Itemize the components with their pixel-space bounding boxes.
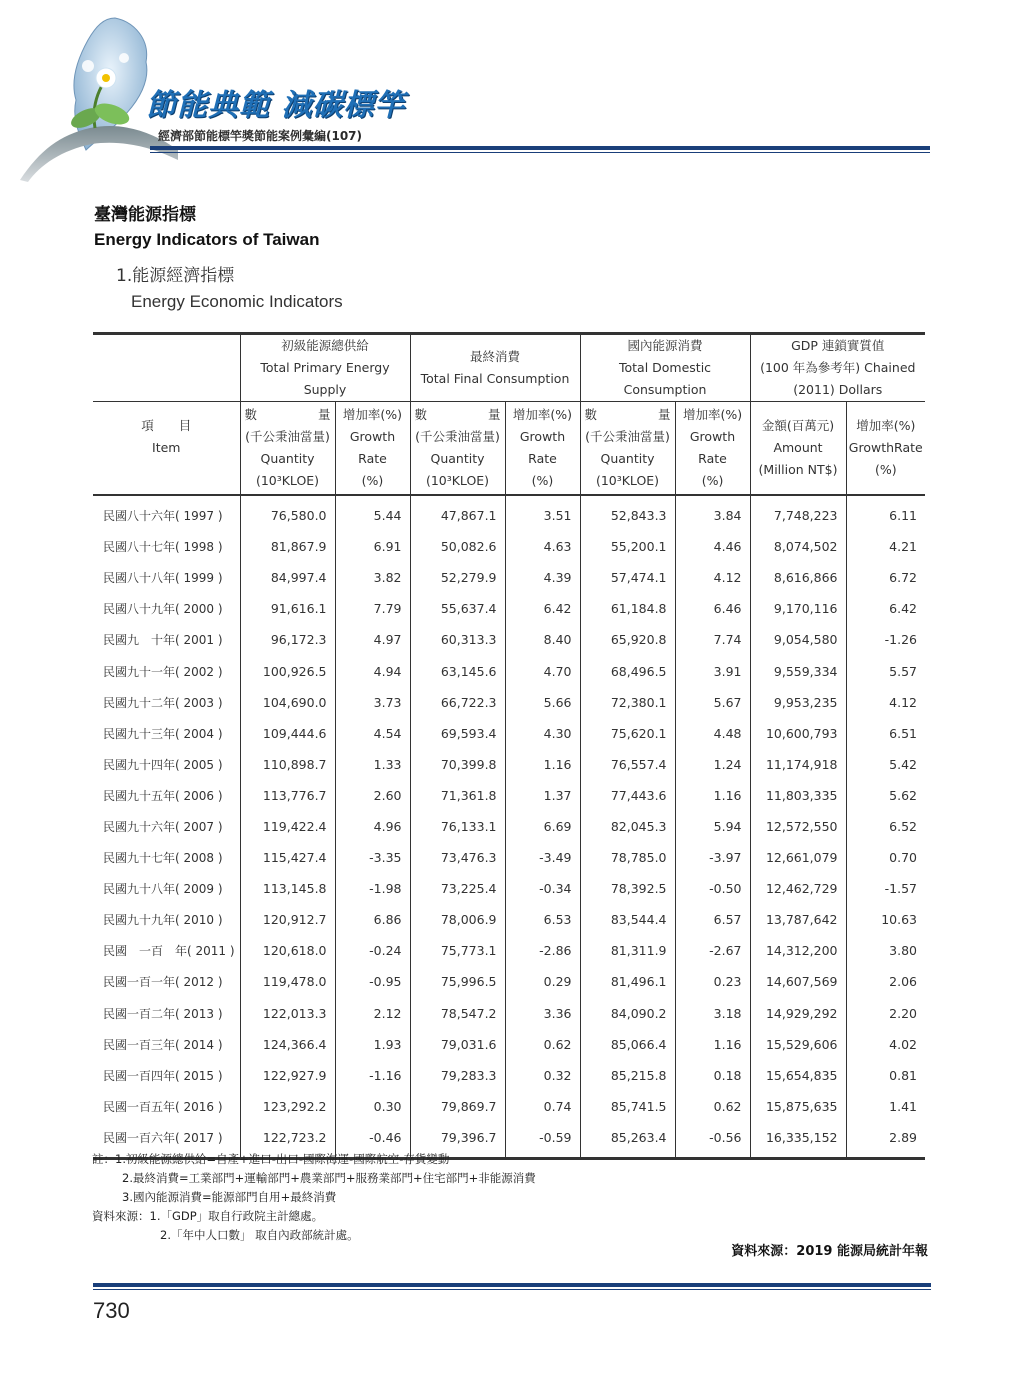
value-cell: 3.82 — [335, 562, 410, 593]
qty-unit-zh: (千公秉油當量) — [585, 429, 670, 444]
rate-pct: (%) — [874, 462, 897, 477]
subsection-title-en: Energy Economic Indicators — [131, 292, 343, 311]
value-cell: 14,312,200 — [750, 935, 846, 966]
value-cell: 52,843.3 — [580, 495, 675, 531]
item-header-en: Item — [152, 440, 181, 455]
value-cell: 71,361.8 — [410, 780, 505, 811]
value-cell: 50,082.6 — [410, 531, 505, 562]
value-cell: 4.39 — [505, 562, 580, 593]
qty-label-en: Quantity — [600, 451, 655, 466]
value-cell: 13,787,642 — [750, 904, 846, 935]
value-cell: 123,292.2 — [240, 1091, 335, 1122]
value-cell: 4.97 — [335, 624, 410, 655]
value-cell: 1.16 — [675, 780, 750, 811]
value-cell: 82,045.3 — [580, 811, 675, 842]
value-cell: 79,283.3 — [410, 1060, 505, 1091]
item-column-header — [93, 402, 240, 496]
value-cell: 4.02 — [846, 1029, 925, 1060]
group-header-domestic-consumption — [580, 334, 750, 402]
value-cell: 15,529,606 — [750, 1029, 846, 1060]
footer-rule-thin — [93, 1289, 931, 1290]
value-cell: -0.59 — [505, 1122, 580, 1159]
value-cell: 1.16 — [505, 749, 580, 780]
value-cell: -0.24 — [335, 935, 410, 966]
value-cell: -0.56 — [675, 1122, 750, 1159]
table-row — [93, 998, 925, 1029]
value-cell: 60,313.3 — [410, 624, 505, 655]
value-cell: 2.20 — [846, 998, 925, 1029]
rate-label-en: GrowthRate — [848, 440, 923, 455]
group-label-zh: 國內能源消費 — [627, 338, 703, 353]
value-cell: 10.63 — [846, 904, 925, 935]
banner-rule-thin — [150, 152, 930, 153]
section-title-zh: 臺灣能源指標 — [94, 205, 196, 225]
value-cell: 9,953,235 — [750, 687, 846, 718]
value-cell: 81,867.9 — [240, 531, 335, 562]
group-header-gdp — [750, 334, 925, 402]
value-cell: 14,607,569 — [750, 966, 846, 997]
growth-rate-header — [505, 402, 580, 496]
value-cell: -2.86 — [505, 935, 580, 966]
value-cell: 0.74 — [505, 1091, 580, 1122]
value-cell: 0.62 — [505, 1029, 580, 1060]
value-cell: 16,335,152 — [750, 1122, 846, 1159]
value-cell: -0.34 — [505, 873, 580, 904]
value-cell: 7.79 — [335, 593, 410, 624]
rate-label-zh: 增加率(%) — [682, 407, 743, 422]
qty-unit: (10³KLOE) — [255, 473, 320, 488]
note-3: 3.國內能源消費=能源部門自用+最終消費 — [122, 1190, 337, 1204]
value-cell: 1.24 — [675, 749, 750, 780]
rate-pct: (%) — [361, 473, 384, 488]
value-cell: 76,133.1 — [410, 811, 505, 842]
value-cell: 47,867.1 — [410, 495, 505, 531]
value-cell: -0.95 — [335, 966, 410, 997]
value-cell: 85,741.5 — [580, 1091, 675, 1122]
qty-label-b: 量 — [487, 407, 501, 422]
value-cell: 73,225.4 — [410, 873, 505, 904]
year-cell: 民國九十七年( 2008 ) — [103, 851, 223, 866]
value-cell: -3.35 — [335, 842, 410, 873]
value-cell: 75,996.5 — [410, 966, 505, 997]
growth-rate-header — [675, 402, 750, 496]
value-cell: 55,637.4 — [410, 593, 505, 624]
value-cell: 70,399.8 — [410, 749, 505, 780]
value-cell: 0.23 — [675, 966, 750, 997]
value-cell: 4.12 — [846, 687, 925, 718]
note-1: 註：1.初級能源總供給=自產+進口-出口-國際海運-國際航空-存貨變動 — [92, 1152, 450, 1166]
rate-pct: (%) — [701, 473, 724, 488]
table-row — [93, 562, 925, 593]
value-cell: 15,654,835 — [750, 1060, 846, 1091]
value-cell: 4.12 — [675, 562, 750, 593]
sub-header-row — [93, 402, 925, 496]
rate-label-en: Growth Rate — [689, 429, 736, 466]
value-cell: 3.36 — [505, 998, 580, 1029]
value-cell: 6.91 — [335, 531, 410, 562]
value-cell: 77,443.6 — [580, 780, 675, 811]
value-cell: 12,462,729 — [750, 873, 846, 904]
value-cell: -1.26 — [846, 624, 925, 655]
table-row — [93, 811, 925, 842]
year-cell: 民國八十六年( 1997 ) — [103, 509, 223, 524]
value-cell: 6.57 — [675, 904, 750, 935]
value-cell: 5.44 — [335, 495, 410, 531]
table-row — [93, 873, 925, 904]
value-cell: 8,074,502 — [750, 531, 846, 562]
item-header-zh: 項 目 — [141, 418, 192, 433]
value-cell: -0.46 — [335, 1122, 410, 1159]
value-cell: 81,496.1 — [580, 966, 675, 997]
value-cell: 84,090.2 — [580, 998, 675, 1029]
value-cell: 6.69 — [505, 811, 580, 842]
value-cell: 4.30 — [505, 718, 580, 749]
value-cell: 0.29 — [505, 966, 580, 997]
value-cell: 3.73 — [335, 687, 410, 718]
year-cell: 民國一百五年( 2016 ) — [103, 1099, 223, 1114]
value-cell: 1.33 — [335, 749, 410, 780]
value-cell: 0.30 — [335, 1091, 410, 1122]
group-header-final-consumption — [410, 334, 580, 402]
qty-label-a: 數 — [584, 407, 598, 422]
value-cell: 1.41 — [846, 1091, 925, 1122]
value-cell: 5.67 — [675, 687, 750, 718]
item-group-blank — [93, 334, 240, 402]
table-row — [93, 718, 925, 749]
value-cell: 78,392.5 — [580, 873, 675, 904]
value-cell: 3.91 — [675, 655, 750, 686]
value-cell: 1.37 — [505, 780, 580, 811]
value-cell: 9,170,116 — [750, 593, 846, 624]
value-cell: 84,997.4 — [240, 562, 335, 593]
value-cell: 79,396.7 — [410, 1122, 505, 1159]
rate-label-zh: 增加率(%) — [856, 418, 916, 433]
banner-rule — [150, 146, 930, 150]
value-cell: 85,066.4 — [580, 1029, 675, 1060]
quantity-header — [410, 402, 505, 496]
energy-indicators-table — [93, 332, 925, 1160]
year-cell: 民國八十九年( 2000 ) — [103, 602, 223, 617]
table-row — [93, 593, 925, 624]
value-cell: 1.93 — [335, 1029, 410, 1060]
value-cell: 3.80 — [846, 935, 925, 966]
year-cell: 民國九十五年( 2006 ) — [103, 788, 223, 803]
value-cell: 6.52 — [846, 811, 925, 842]
table-row — [93, 1091, 925, 1122]
value-cell: 6.42 — [846, 593, 925, 624]
value-cell: 15,875,635 — [750, 1091, 846, 1122]
value-cell: 81,311.9 — [580, 935, 675, 966]
qty-label-en: Quantity — [430, 451, 485, 466]
value-cell: 3.18 — [675, 998, 750, 1029]
data-source-2: 2.「年中人口數」 取自內政部統計處。 — [160, 1228, 359, 1242]
data-source-1: 資料來源：1.「GDP」取自行政院主計總處。 — [92, 1209, 324, 1223]
value-cell: 5.57 — [846, 655, 925, 686]
value-cell: 4.21 — [846, 531, 925, 562]
value-cell: 0.18 — [675, 1060, 750, 1091]
table-row — [93, 687, 925, 718]
qty-label-b: 量 — [317, 407, 331, 422]
qty-label-b: 量 — [657, 407, 671, 422]
value-cell: 119,478.0 — [240, 966, 335, 997]
value-cell: 4.96 — [335, 811, 410, 842]
value-cell: 110,898.7 — [240, 749, 335, 780]
group-label-en: Total Primary Energy Supply — [260, 360, 390, 397]
quantity-header — [580, 402, 675, 496]
qty-unit-zh: (千公秉油當量) — [245, 429, 330, 444]
table-row — [93, 780, 925, 811]
value-cell: 75,773.1 — [410, 935, 505, 966]
value-cell: 12,572,550 — [750, 811, 846, 842]
table-row — [93, 655, 925, 686]
quantity-header — [240, 402, 335, 496]
value-cell: 7.74 — [675, 624, 750, 655]
year-cell: 民國九十九年( 2010 ) — [103, 913, 223, 928]
value-cell: 12,661,079 — [750, 842, 846, 873]
value-cell: 76,557.4 — [580, 749, 675, 780]
value-cell: 4.94 — [335, 655, 410, 686]
value-cell: 113,145.8 — [240, 873, 335, 904]
value-cell: 65,920.8 — [580, 624, 675, 655]
table-row — [93, 904, 925, 935]
growth-rate-header — [335, 402, 410, 496]
value-cell: 4.63 — [505, 531, 580, 562]
value-cell: 124,366.4 — [240, 1029, 335, 1060]
year-cell: 民國九十二年( 2003 ) — [103, 695, 223, 710]
value-cell: 2.06 — [846, 966, 925, 997]
value-cell: -3.97 — [675, 842, 750, 873]
value-cell: 69,593.4 — [410, 718, 505, 749]
value-cell: 61,184.8 — [580, 593, 675, 624]
value-cell: 91,616.1 — [240, 593, 335, 624]
group-header-row — [93, 334, 925, 402]
growth-rate-header — [846, 402, 925, 496]
value-cell: 10,600,793 — [750, 718, 846, 749]
year-cell: 民國一百四年( 2015 ) — [103, 1068, 223, 1083]
qty-unit: (10³KLOE) — [595, 473, 660, 488]
value-cell: 5.66 — [505, 687, 580, 718]
value-cell: 57,474.1 — [580, 562, 675, 593]
value-cell: 6.46 — [675, 593, 750, 624]
page-number: 730 — [93, 1298, 130, 1323]
year-cell: 民國九十四年( 2005 ) — [103, 757, 223, 772]
year-cell: 民國一百三年( 2014 ) — [103, 1037, 223, 1052]
subsection-title-zh: 1.能源經濟指標 — [116, 266, 235, 286]
value-cell: 83,544.4 — [580, 904, 675, 935]
qty-label-a: 數 — [414, 407, 428, 422]
header-banner — [0, 0, 1024, 190]
value-cell: 6.72 — [846, 562, 925, 593]
value-cell: 120,912.7 — [240, 904, 335, 935]
value-cell: 66,722.3 — [410, 687, 505, 718]
value-cell: 4.48 — [675, 718, 750, 749]
value-cell: 6.42 — [505, 593, 580, 624]
value-cell: -0.50 — [675, 873, 750, 904]
value-cell: 0.70 — [846, 842, 925, 873]
value-cell: 109,444.6 — [240, 718, 335, 749]
value-cell: 79,031.6 — [410, 1029, 505, 1060]
year-cell: 民國九十三年( 2004 ) — [103, 726, 223, 741]
value-cell: 2.12 — [335, 998, 410, 1029]
value-cell: 72,380.1 — [580, 687, 675, 718]
value-cell: 78,785.0 — [580, 842, 675, 873]
value-cell: 85,263.4 — [580, 1122, 675, 1159]
value-cell: 4.46 — [675, 531, 750, 562]
value-cell: 0.32 — [505, 1060, 580, 1091]
value-cell: 6.53 — [505, 904, 580, 935]
value-cell: -1.16 — [335, 1060, 410, 1091]
rate-label-zh: 增加率(%) — [342, 407, 403, 422]
value-cell: 55,200.1 — [580, 531, 675, 562]
value-cell: 11,803,335 — [750, 780, 846, 811]
year-cell: 民國 一百 年( 2011 ) — [103, 944, 235, 959]
year-cell: 民國九 十年( 2001 ) — [103, 633, 223, 648]
amount-label-zh: 金額(百萬元) — [761, 418, 835, 433]
value-cell: 68,496.5 — [580, 655, 675, 686]
value-cell: 4.70 — [505, 655, 580, 686]
year-cell: 民國九十八年( 2009 ) — [103, 882, 223, 897]
table-row — [93, 749, 925, 780]
qty-label-a: 數 — [244, 407, 258, 422]
value-cell: 8,616,866 — [750, 562, 846, 593]
footer-rule — [93, 1283, 931, 1287]
value-cell: 85,215.8 — [580, 1060, 675, 1091]
source-citation: 資料來源：2019 能源局統計年報 — [731, 1244, 928, 1259]
section-title-en: Energy Indicators of Taiwan — [94, 230, 320, 249]
rate-label-en: Growth Rate — [349, 429, 396, 466]
value-cell: 7,748,223 — [750, 495, 846, 531]
value-cell: 96,172.3 — [240, 624, 335, 655]
value-cell: 104,690.0 — [240, 687, 335, 718]
value-cell: 9,559,334 — [750, 655, 846, 686]
value-cell: -1.57 — [846, 873, 925, 904]
value-cell: 73,476.3 — [410, 842, 505, 873]
table-notes — [92, 1150, 536, 1245]
year-cell: 民國一百二年( 2013 ) — [103, 1006, 223, 1021]
qty-label-en: Quantity — [260, 451, 315, 466]
value-cell: 4.54 — [335, 718, 410, 749]
table-row — [93, 842, 925, 873]
value-cell: 2.60 — [335, 780, 410, 811]
value-cell: 100,926.5 — [240, 655, 335, 686]
year-cell: 民國八十八年( 1999 ) — [103, 571, 223, 586]
value-cell: 8.40 — [505, 624, 580, 655]
value-cell: 6.86 — [335, 904, 410, 935]
qty-unit: (10³KLOE) — [425, 473, 490, 488]
rate-pct: (%) — [531, 473, 554, 488]
banner-title: 節能典範 減碳標竿 — [146, 88, 406, 123]
value-cell: 119,422.4 — [240, 811, 335, 842]
table-row — [93, 935, 925, 966]
table-row — [93, 1060, 925, 1091]
value-cell: 3.51 — [505, 495, 580, 531]
year-cell: 民國九十六年( 2007 ) — [103, 819, 223, 834]
value-cell: 2.89 — [846, 1122, 925, 1159]
value-cell: 122,723.2 — [240, 1122, 335, 1159]
value-cell: 122,927.9 — [240, 1060, 335, 1091]
amount-header — [750, 402, 846, 496]
value-cell: 63,145.6 — [410, 655, 505, 686]
year-cell: 民國九十一年( 2002 ) — [103, 664, 223, 679]
value-cell: -1.98 — [335, 873, 410, 904]
table-row — [93, 1029, 925, 1060]
value-cell: 0.81 — [846, 1060, 925, 1091]
value-cell: 113,776.7 — [240, 780, 335, 811]
value-cell: 3.84 — [675, 495, 750, 531]
value-cell: 52,279.9 — [410, 562, 505, 593]
banner-subtitle: 經濟部節能標竿獎節能案例彙編(107) — [158, 129, 363, 143]
year-cell: 民國一百一年( 2012 ) — [103, 975, 223, 990]
value-cell: 115,427.4 — [240, 842, 335, 873]
group-label-zh: GDP 連鎖實質值 — [791, 338, 885, 353]
value-cell: -2.67 — [675, 935, 750, 966]
value-cell: 78,547.2 — [410, 998, 505, 1029]
value-cell: -3.49 — [505, 842, 580, 873]
value-cell: 5.42 — [846, 749, 925, 780]
group-header-primary-supply — [240, 334, 410, 402]
group-label-zh: 最終消費 — [469, 349, 520, 364]
value-cell: 76,580.0 — [240, 495, 335, 531]
value-cell: 14,929,292 — [750, 998, 846, 1029]
table-row — [93, 531, 925, 562]
year-cell: 民國一百六年( 2017 ) — [103, 1130, 223, 1145]
rate-label-zh: 增加率(%) — [512, 407, 573, 422]
qty-unit-zh: (千公秉油當量) — [415, 429, 500, 444]
value-cell: 9,054,580 — [750, 624, 846, 655]
group-label-en: Total Final Consumption — [420, 371, 570, 386]
value-cell: 75,620.1 — [580, 718, 675, 749]
rate-label-en: Growth Rate — [519, 429, 566, 466]
table-row — [93, 495, 925, 531]
table-row — [93, 624, 925, 655]
group-label-en: Total Domestic Consumption — [618, 360, 712, 397]
amount-unit: (Million NT$) — [758, 462, 838, 477]
value-cell: 122,013.3 — [240, 998, 335, 1029]
value-cell: 1.16 — [675, 1029, 750, 1060]
value-cell: 0.62 — [675, 1091, 750, 1122]
group-label-en: (100 年為參考年) Chained (2011) Dollars — [760, 360, 916, 397]
value-cell: 11,174,918 — [750, 749, 846, 780]
note-2: 2.最終消費=工業部門+運輸部門+農業部門+服務業部門+住宅部門+非能源消費 — [122, 1171, 536, 1185]
group-label-zh: 初級能源總供給 — [281, 338, 369, 353]
table-body — [93, 495, 925, 1158]
value-cell: 120,618.0 — [240, 935, 335, 966]
value-cell: 79,869.7 — [410, 1091, 505, 1122]
value-cell: 6.11 — [846, 495, 925, 531]
value-cell: 5.94 — [675, 811, 750, 842]
year-cell: 民國八十七年( 1998 ) — [103, 540, 223, 555]
table-row — [93, 966, 925, 997]
value-cell: 6.51 — [846, 718, 925, 749]
value-cell: 78,006.9 — [410, 904, 505, 935]
value-cell: 5.62 — [846, 780, 925, 811]
amount-label-en: Amount — [773, 440, 823, 455]
